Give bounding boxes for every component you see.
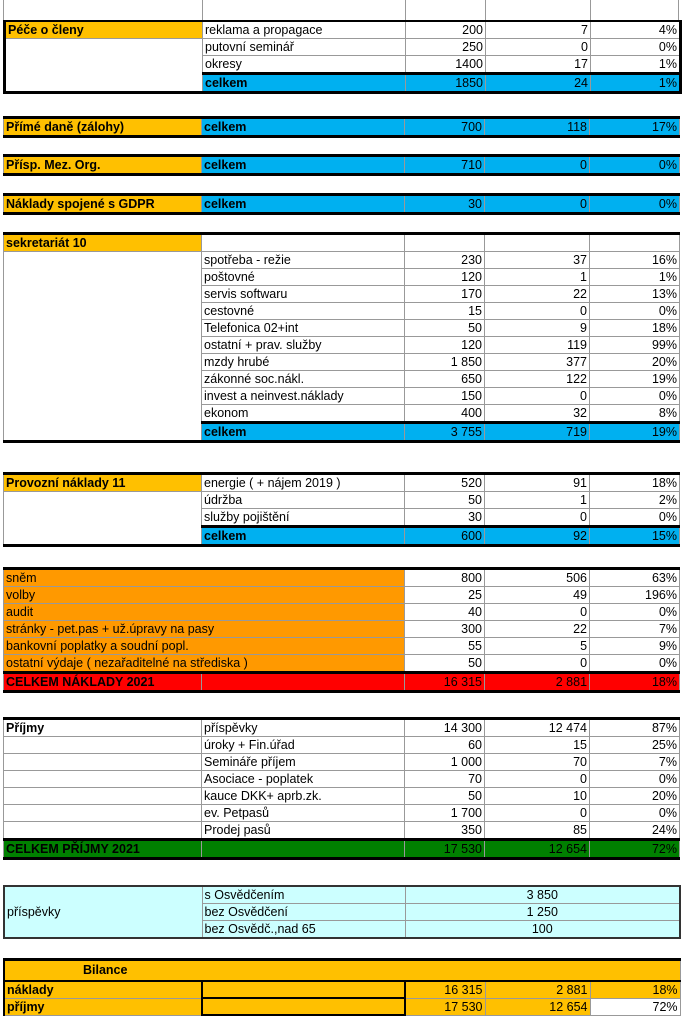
row-v1: 50 [405, 492, 485, 509]
row-item: ostatní + prav. služby [202, 337, 405, 354]
bilance-prijmy-v2: 12 654 [485, 998, 590, 1015]
row-item: okresy [203, 56, 406, 74]
total-v2: 118 [485, 118, 590, 137]
grand-total-v2: 2 881 [485, 673, 590, 692]
row-item: kauce DKK+ aprb.zk. [202, 788, 405, 805]
row-v1: 40 [405, 604, 485, 621]
bilance-title: Bilance [4, 960, 680, 981]
row-v1: 520 [405, 474, 485, 492]
row-v1: 55 [405, 638, 485, 655]
section-label: Provozní náklady 11 [4, 474, 202, 492]
row-v1: 1 850 [405, 354, 485, 371]
row-v1: 350 [405, 822, 485, 840]
bilance-naklady-pct: 18% [590, 981, 680, 999]
row-v2: 1 [485, 269, 590, 286]
row-v1: 150 [405, 388, 485, 405]
row-item: bez Osvědčení [202, 904, 405, 921]
total-pct: 1% [591, 74, 681, 93]
row-label: volby [4, 587, 405, 604]
row-pct: 8% [590, 405, 680, 423]
row-v1: 200 [406, 21, 486, 39]
row-v1: 15 [405, 303, 485, 320]
row-pct: 63% [590, 569, 680, 587]
row-pct: 0% [590, 509, 680, 527]
row-v1: 14 300 [405, 719, 485, 737]
total-label: celkem [202, 527, 405, 546]
row-pct: 196% [590, 587, 680, 604]
row-v1: 1 000 [405, 754, 485, 771]
row-label: sněm [4, 569, 405, 587]
row-v1: 230 [405, 252, 485, 269]
row-pct: 16% [590, 252, 680, 269]
row-pct: 0% [590, 604, 680, 621]
row-v1: 250 [406, 39, 486, 56]
row-v2: 0 [485, 388, 590, 405]
grand-total-pct: 18% [590, 673, 680, 692]
section-prisp [3, 154, 679, 176]
bilance-prijmy-pct: 72% [590, 998, 680, 1015]
total-v1: 3 755 [405, 423, 485, 442]
row-pct: 0% [591, 39, 681, 56]
row-item: služby pojištění [202, 509, 405, 527]
row-pct: 24% [590, 822, 680, 840]
section-label: Přísp. Mez. Org. [4, 156, 202, 175]
row-v1: 300 [405, 621, 485, 638]
row-item: servis softwaru [202, 286, 405, 303]
row-pct: 0% [590, 388, 680, 405]
bilance-prijmy-v1: 17 530 [405, 998, 485, 1015]
row-pct: 20% [590, 788, 680, 805]
row-value: 100 [405, 921, 680, 939]
bilance-prijmy-label: příjmy [4, 998, 202, 1015]
total-v1: 1850 [406, 74, 486, 93]
total-label: celkem [202, 423, 405, 442]
row-v2: 10 [485, 788, 590, 805]
row-v2: 15 [485, 737, 590, 754]
row-item: Prodej pasů [202, 822, 405, 840]
section-prime [3, 116, 679, 138]
row-v1: 50 [405, 320, 485, 337]
section-label: Přímé daně (zálohy) [4, 118, 202, 137]
row-v2: 5 [485, 638, 590, 655]
row-pct: 0% [590, 771, 680, 788]
grand-total-label: CELKEM NÁKLADY 2021 [4, 673, 202, 692]
total-pct: 0% [590, 195, 680, 214]
row-v2: 0 [485, 303, 590, 320]
row-pct: 7% [590, 754, 680, 771]
total-v1: 600 [405, 527, 485, 546]
total-v2: 0 [485, 195, 590, 214]
row-v1: 120 [405, 337, 485, 354]
row-v2: 70 [485, 754, 590, 771]
total-v2: 0 [485, 156, 590, 175]
row-v1: 120 [405, 269, 485, 286]
total-pct: 15% [590, 527, 680, 546]
section-gdpr [3, 193, 679, 215]
row-item: Semináře příjem [202, 754, 405, 771]
row-item: příspěvky [202, 719, 405, 737]
row-item: cestovné [202, 303, 405, 320]
row-pct: 18% [590, 474, 680, 492]
income-total-pct: 72% [590, 840, 680, 859]
row-v2: 32 [485, 405, 590, 423]
income-total-v1: 17 530 [405, 840, 485, 859]
row-pct: 19% [590, 371, 680, 388]
row-label: audit [4, 604, 405, 621]
row-v2: 0 [485, 655, 590, 673]
income-total-v2: 12 654 [485, 840, 590, 859]
section-label: Náklady spojené s GDPR [4, 195, 202, 214]
total-v1: 710 [405, 156, 485, 175]
total-v1: 700 [405, 118, 485, 137]
row-pct: 13% [590, 286, 680, 303]
total-label: celkem [202, 195, 405, 214]
section-label: Péče o členy [5, 21, 203, 39]
row-v2: 85 [485, 822, 590, 840]
row-item: ev. Petpasů [202, 805, 405, 822]
row-value: 1 250 [405, 904, 680, 921]
row-pct: 25% [590, 737, 680, 754]
row-item: Telefonica 02+int [202, 320, 405, 337]
total-label: celkem [203, 74, 406, 93]
row-pct: 2% [590, 492, 680, 509]
row-item: mzdy hrubé [202, 354, 405, 371]
bilance-naklady-label: náklady [4, 981, 202, 999]
row-pct: 18% [590, 320, 680, 337]
row-pct: 0% [590, 655, 680, 673]
row-item: invest a neinvest.náklady [202, 388, 405, 405]
row-v1: 1 700 [405, 805, 485, 822]
row-item: údržba [202, 492, 405, 509]
section-sekretariat [3, 232, 679, 443]
row-pct: 1% [590, 269, 680, 286]
row-v2: 0 [485, 509, 590, 527]
total-pct: 0% [590, 156, 680, 175]
row-item: reklama a propagace [203, 21, 406, 39]
total-label: celkem [202, 156, 405, 175]
row-v2: 49 [485, 587, 590, 604]
row-v1: 50 [405, 788, 485, 805]
row-v2: 7 [486, 21, 591, 39]
row-item: úroky + Fin.úřad [202, 737, 405, 754]
row-v1: 30 [405, 509, 485, 527]
total-label: celkem [202, 118, 405, 137]
top-stub [3, 0, 679, 20]
row-v1: 400 [405, 405, 485, 423]
section-provozni [3, 472, 679, 547]
row-item: Asociace - poplatek [202, 771, 405, 788]
row-v1: 60 [405, 737, 485, 754]
row-pct: 7% [590, 621, 680, 638]
row-pct: 0% [590, 303, 680, 320]
row-v1: 25 [405, 587, 485, 604]
section-label: Příjmy [4, 719, 202, 737]
total-pct: 19% [590, 423, 680, 442]
row-v2: 0 [485, 604, 590, 621]
total-v1: 30 [405, 195, 485, 214]
row-v1: 800 [405, 569, 485, 587]
row-v2: 17 [486, 56, 591, 74]
row-v1: 1400 [406, 56, 486, 74]
row-item: ekonom [202, 405, 405, 423]
row-label: stránky - pet.pas + už.úpravy na pasy [4, 621, 405, 638]
row-v2: 122 [485, 371, 590, 388]
row-v2: 91 [485, 474, 590, 492]
row-v2: 1 [485, 492, 590, 509]
income-total-label: CELKEM PŘÍJMY 2021 [4, 840, 202, 859]
row-v2: 22 [485, 286, 590, 303]
row-item: putovní seminář [203, 39, 406, 56]
row-pct: 99% [590, 337, 680, 354]
row-pct: 9% [590, 638, 680, 655]
total-v2: 719 [485, 423, 590, 442]
total-v2: 24 [486, 74, 591, 93]
row-item: energie ( + nájem 2019 ) [202, 474, 405, 492]
row-pct: 4% [591, 21, 681, 39]
row-pct: 20% [590, 354, 680, 371]
section-label: sekretariát 10 [4, 234, 202, 252]
row-v2: 119 [485, 337, 590, 354]
row-v2: 12 474 [485, 719, 590, 737]
row-v1: 650 [405, 371, 485, 388]
row-v2: 377 [485, 354, 590, 371]
row-pct: 1% [591, 56, 681, 74]
row-item: bez Osvědč.,nad 65 [202, 921, 405, 939]
grand-total-v1: 16 315 [405, 673, 485, 692]
row-pct: 0% [590, 805, 680, 822]
section-prijmy [3, 717, 679, 860]
bilance-naklady-v1: 16 315 [405, 981, 485, 999]
row-item: poštovné [202, 269, 405, 286]
row-v2: 9 [485, 320, 590, 337]
row-v2: 0 [485, 771, 590, 788]
row-item: zákonné soc.nákl. [202, 371, 405, 388]
row-v2: 506 [485, 569, 590, 587]
total-pct: 17% [590, 118, 680, 137]
section-bilance [3, 958, 679, 1016]
row-v2: 22 [485, 621, 590, 638]
row-v2: 0 [485, 805, 590, 822]
section-label: příspěvky [4, 904, 202, 921]
row-v1: 70 [405, 771, 485, 788]
row-label: ostatní výdaje ( nezařaditelné na střediska ) [4, 655, 405, 673]
section-ostatni [3, 567, 679, 693]
row-value: 3 850 [405, 886, 680, 904]
row-item: spotřeba - režie [202, 252, 405, 269]
bilance-naklady-v2: 2 881 [485, 981, 590, 999]
row-v2: 0 [486, 39, 591, 56]
row-v1: 170 [405, 286, 485, 303]
row-v2: 37 [485, 252, 590, 269]
total-v2: 92 [485, 527, 590, 546]
section-prispevky [3, 885, 679, 939]
row-v1: 50 [405, 655, 485, 673]
section-pece [3, 20, 679, 94]
row-item: s Osvědčením [202, 886, 405, 904]
row-pct: 87% [590, 719, 680, 737]
row-label: bankovní poplatky a soudní popl. [4, 638, 405, 655]
